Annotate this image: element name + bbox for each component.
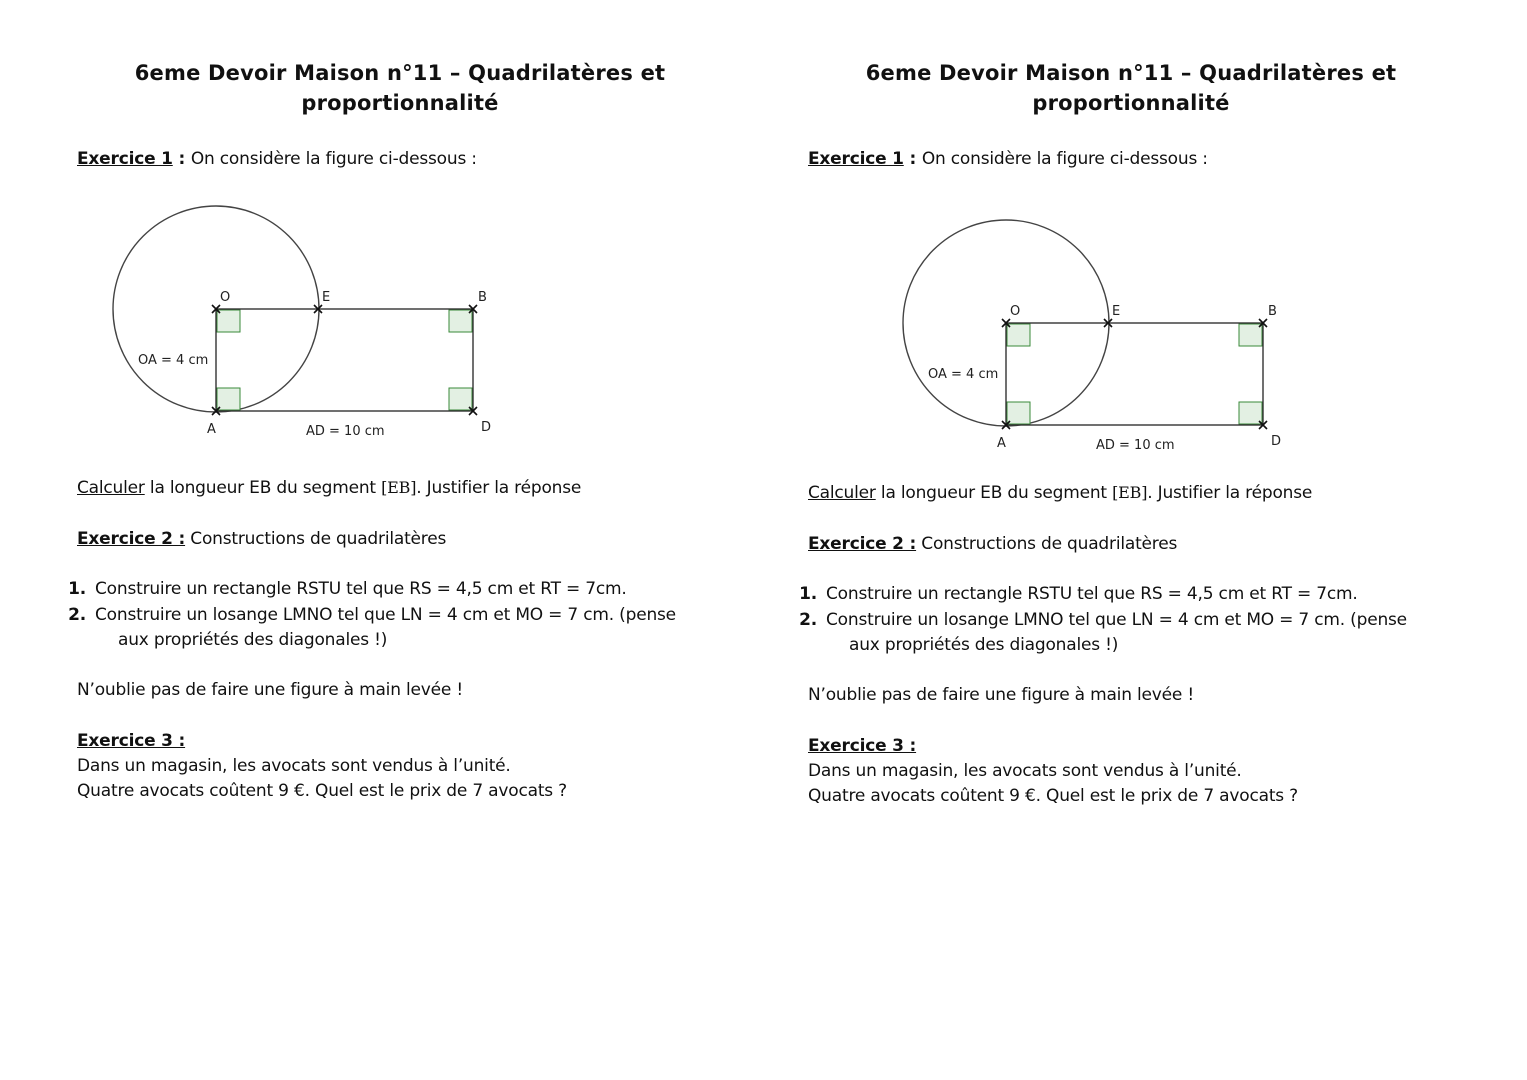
exercise-2-text: Constructions de quadrilatères [921,534,1178,554]
exercise-3-line-2: Quatre avocats coûtent 9 €. Quel est le prix de 7 avocats ? [77,781,567,801]
exercise-1-intro [77,149,477,169]
label-ad-length: AD = 10 cm [1096,438,1175,453]
exercise-2-intro [808,534,1177,554]
label-e: E [322,290,331,305]
right-angle-marker-a [1007,402,1030,424]
list-item [785,610,1407,630]
rectangle-oabd [1006,323,1263,425]
segment-notation: [EB] [1112,483,1148,502]
exercise-3-line-2: Quatre avocats coûtent 9 €. Quel est le prix de 7 avocats ? [808,786,1298,806]
exercise-1-question [77,478,581,498]
exercise-2-heading: Exercice 2 : [77,529,186,549]
rectangle-oabd [216,309,473,411]
separator: : [172,149,191,169]
question-text-end: . Justifier la réponse [1147,483,1313,503]
exercise-3-heading-text: Exercice 3 : [77,731,186,751]
worksheet-page-right [731,0,1471,1080]
label-b: B [1268,304,1277,319]
title-line-2: proportionnalité [1032,91,1230,115]
exercise-2-text: Constructions de quadrilatères [190,529,447,549]
right-angle-marker-o [217,310,240,332]
label-oa-length: OA = 4 cm [928,367,999,382]
label-ad-length: AD = 10 cm [306,424,385,439]
geometry-figure [100,195,520,450]
exercise-1-intro [808,149,1208,169]
segment-notation: [EB] [381,478,417,497]
point-cross-markers [1002,319,1267,429]
label-o: O [220,290,231,305]
list-text: Construire un rectangle RSTU tel que RS = 4,5 cm et RT = 7cm. [826,584,1358,604]
question-text-end: . Justifier la réponse [416,478,582,498]
exercise-1-text: On considère la figure ci-dessous : [190,149,477,169]
point-cross-markers [212,305,477,415]
list-number: 1. [68,579,86,599]
label-e: E [1112,304,1121,319]
question-text: la longueur EB du segment [875,483,1113,503]
list-text-continued: aux propriétés des diagonales !) [118,630,388,650]
list-item [54,605,676,625]
page-title [60,58,740,118]
exercise-3-heading-text: Exercice 3 : [808,736,917,756]
freehand-note: N’oublie pas de faire une figure à main levée ! [77,680,463,700]
geometry-figure [890,209,1310,464]
right-angle-marker-b [449,310,472,332]
exercise-2-heading: Exercice 2 : [808,534,917,554]
list-text: Construire un losange LMNO tel que LN = 4 cm et MO = 7 cm. (pense [95,605,676,625]
exercise-1-text: On considère la figure ci-dessous : [921,149,1208,169]
list-number: 2. [799,610,817,630]
label-a: A [207,422,216,437]
exercise-1-question [808,483,1312,503]
right-angle-marker-a [217,388,240,410]
label-d: D [481,420,492,435]
list-item [785,584,1358,604]
list-text-continued: aux propriétés des diagonales !) [849,635,1119,655]
question-verb: Calculer [77,478,145,498]
exercise-3-heading [808,736,916,756]
exercise-2-intro [77,529,446,549]
exercise-1-heading: Exercice 1 [808,149,904,169]
freehand-note: N’oublie pas de faire une figure à main levée ! [808,685,1194,705]
label-o: O [1010,304,1021,319]
question-verb: Calculer [808,483,876,503]
list-text: Construire un losange LMNO tel que LN = 4 cm et MO = 7 cm. (pense [826,610,1407,630]
title-line-1: 6eme Devoir Maison n°11 – Quadrilatères et [865,61,1397,85]
title-line-2: proportionnalité [301,91,499,115]
label-d: D [1271,434,1282,449]
label-oa-length: OA = 4 cm [138,353,209,368]
label-a: A [997,436,1006,451]
right-angle-marker-d [1239,402,1262,424]
question-text: la longueur EB du segment [144,478,382,498]
exercise-3-line-1: Dans un magasin, les avocats sont vendus à l’unité. [808,761,1242,781]
list-item [54,579,627,599]
right-angle-marker-o [1007,324,1030,346]
exercise-1-heading: Exercice 1 [77,149,173,169]
right-angle-marker-b [1239,324,1262,346]
list-number: 2. [68,605,86,625]
exercise-3-line-1: Dans un magasin, les avocats sont vendus à l’unité. [77,756,511,776]
separator: : [903,149,922,169]
list-number: 1. [799,584,817,604]
page-title [791,58,1471,118]
title-line-1: 6eme Devoir Maison n°11 – Quadrilatères et [134,61,666,85]
exercise-3-heading [77,731,185,751]
worksheet-page-left [0,0,740,1080]
right-angle-marker-d [449,388,472,410]
list-text: Construire un rectangle RSTU tel que RS = 4,5 cm et RT = 7cm. [95,579,627,599]
label-b: B [478,290,487,305]
